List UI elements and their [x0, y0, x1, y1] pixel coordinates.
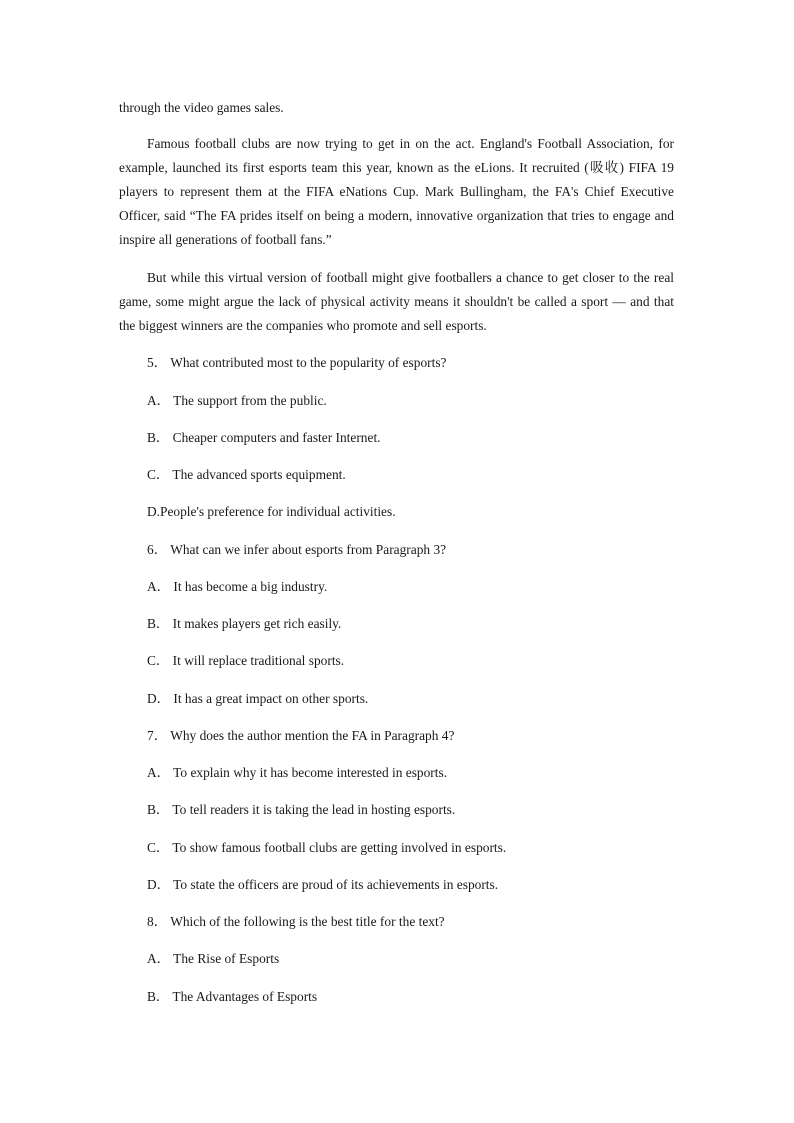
- question-6-option-a: A． It has become a big industry.: [147, 579, 328, 594]
- question-5-option-c: C． The advanced sports equipment.: [147, 467, 346, 482]
- question-7-stem: 7． Why does the author mention the FA in Paragraph 4?: [147, 728, 455, 743]
- question-5-stem: 5． What contributed most to the popularity of esports?: [147, 355, 447, 370]
- question-6-stem: 6． What can we infer about esports from Paragraph 3?: [147, 542, 447, 557]
- question-8-option-b: B． The Advantages of Esports: [147, 989, 318, 1004]
- question-5-option-d: D.People's preference for individual activities.: [147, 504, 396, 519]
- passage-fragment: through the video games sales.: [119, 100, 284, 115]
- question-6-option-d: D． It has a great impact on other sports.: [147, 691, 369, 706]
- question-7-option-a: A． To explain why it has become interested in esports.: [147, 765, 448, 780]
- passage-paragraph-5: But while this virtual version of football might give footballers a chance to get closer to the real game, some might argue the lack of physical activity means it shouldn't be called a sport — and that the biggest winners are the companies who promote and sell esports.: [119, 270, 674, 333]
- question-7-option-d: D． To state the officers are proud of its achievements in esports.: [147, 877, 499, 892]
- question-7-option-c: C． To show famous football clubs are getting involved in esports.: [147, 840, 507, 855]
- question-7-option-b: B． To tell readers it is taking the lead in hosting esports.: [147, 802, 456, 817]
- passage-paragraph-4: Famous football clubs are now trying to get in on the act. England's Football Association, for example, launched its first esports team this year, known as the eLions. It recruited (吸收) FIFA 19 players to represent them at the FIFA eNations Cup. Mark Bullingham, the FA's Chief Executive Officer, said “The FA prides itself on being a modern, innovative organization that tries to engage and inspire all generations of football fans.”: [119, 136, 674, 247]
- question-6-option-c: C． It will replace traditional sports.: [147, 653, 345, 668]
- question-8-stem: 8． Which of the following is the best title for the text?: [147, 914, 445, 929]
- question-6-option-b: B． It makes players get rich easily.: [147, 616, 342, 631]
- question-5-option-b: B． Cheaper computers and faster Internet.: [147, 430, 381, 445]
- question-5-option-a: A． The support from the public.: [147, 393, 327, 408]
- question-8-option-a: A． The Rise of Esports: [147, 951, 280, 966]
